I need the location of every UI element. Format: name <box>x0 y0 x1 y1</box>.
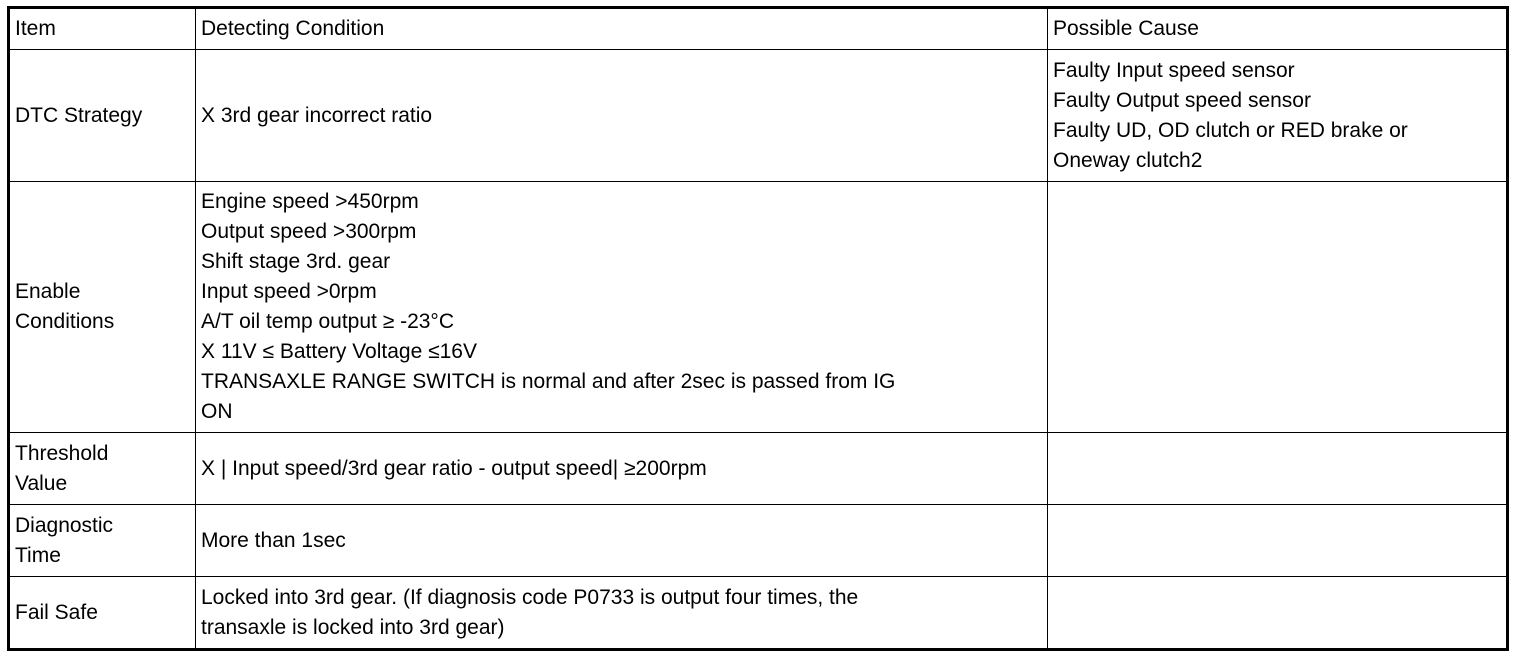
item-line: Value <box>15 471 68 495</box>
condition-line: X | Input speed/3rd gear ratio - output speed| ≥200rpm <box>201 456 707 480</box>
row-condition <box>196 50 1048 182</box>
table-row <box>9 182 1508 433</box>
row-cause <box>1048 50 1508 182</box>
row-item-enable-conditions <box>9 182 196 433</box>
condition-line: Output speed >300rpm <box>201 220 417 243</box>
row-condition <box>196 433 1048 505</box>
row-condition <box>196 182 1048 433</box>
cause-line: Oneway clutch2 <box>1053 148 1203 172</box>
header-possible-cause: Possible Cause <box>1048 8 1508 50</box>
table-header-row <box>9 8 1508 50</box>
row-item-diagnostic-time <box>9 505 196 577</box>
condition-line: TRANSAXLE RANGE SWITCH is normal and after 2sec is passed from IG <box>201 370 896 393</box>
item-line: Enable <box>15 280 81 303</box>
table-row <box>9 577 1508 650</box>
cause-line: Faulty Input speed sensor <box>1053 58 1295 82</box>
document-page <box>7 6 1509 651</box>
row-condition <box>196 505 1048 577</box>
table-row <box>9 50 1508 182</box>
condition-line: More than 1sec <box>201 528 346 552</box>
row-item-threshold-value <box>9 433 196 505</box>
condition-line: X 11V ≤ Battery Voltage ≤16V <box>201 340 477 363</box>
row-cause <box>1048 577 1508 650</box>
row-cause <box>1048 182 1508 433</box>
condition-line: Engine speed >450rpm <box>201 190 419 213</box>
condition-line: transaxle is locked into 3rd gear) <box>201 615 505 639</box>
condition-line: Input speed >0rpm <box>201 280 377 303</box>
table-row <box>9 433 1508 505</box>
row-item-fail-safe: Fail Safe <box>9 577 196 650</box>
condition-line: ON <box>201 400 233 423</box>
header-item: Item <box>9 8 196 50</box>
header-detecting-condition: Detecting Condition <box>196 8 1048 50</box>
item-line: Conditions <box>15 310 115 333</box>
condition-line: X 3rd gear incorrect ratio <box>201 103 433 127</box>
row-cause <box>1048 433 1508 505</box>
table-row <box>9 505 1508 577</box>
condition-line: A/T oil temp output ≥ -23°C <box>201 310 454 333</box>
item-line: Threshold <box>15 441 109 465</box>
row-cause <box>1048 505 1508 577</box>
condition-line: Shift stage 3rd. gear <box>201 250 391 273</box>
condition-line: Locked into 3rd gear. (If diagnosis code P0733 is output four times, the <box>201 585 859 609</box>
row-condition <box>196 577 1048 650</box>
diagnostic-table <box>7 6 1509 651</box>
row-item-dtc-strategy: DTC Strategy <box>9 50 196 182</box>
item-line: Time <box>15 543 61 567</box>
cause-line: Faulty Output speed sensor <box>1053 88 1311 112</box>
cause-line: Faulty UD, OD clutch or RED brake or <box>1053 118 1408 142</box>
item-line: Diagnostic <box>15 513 114 537</box>
